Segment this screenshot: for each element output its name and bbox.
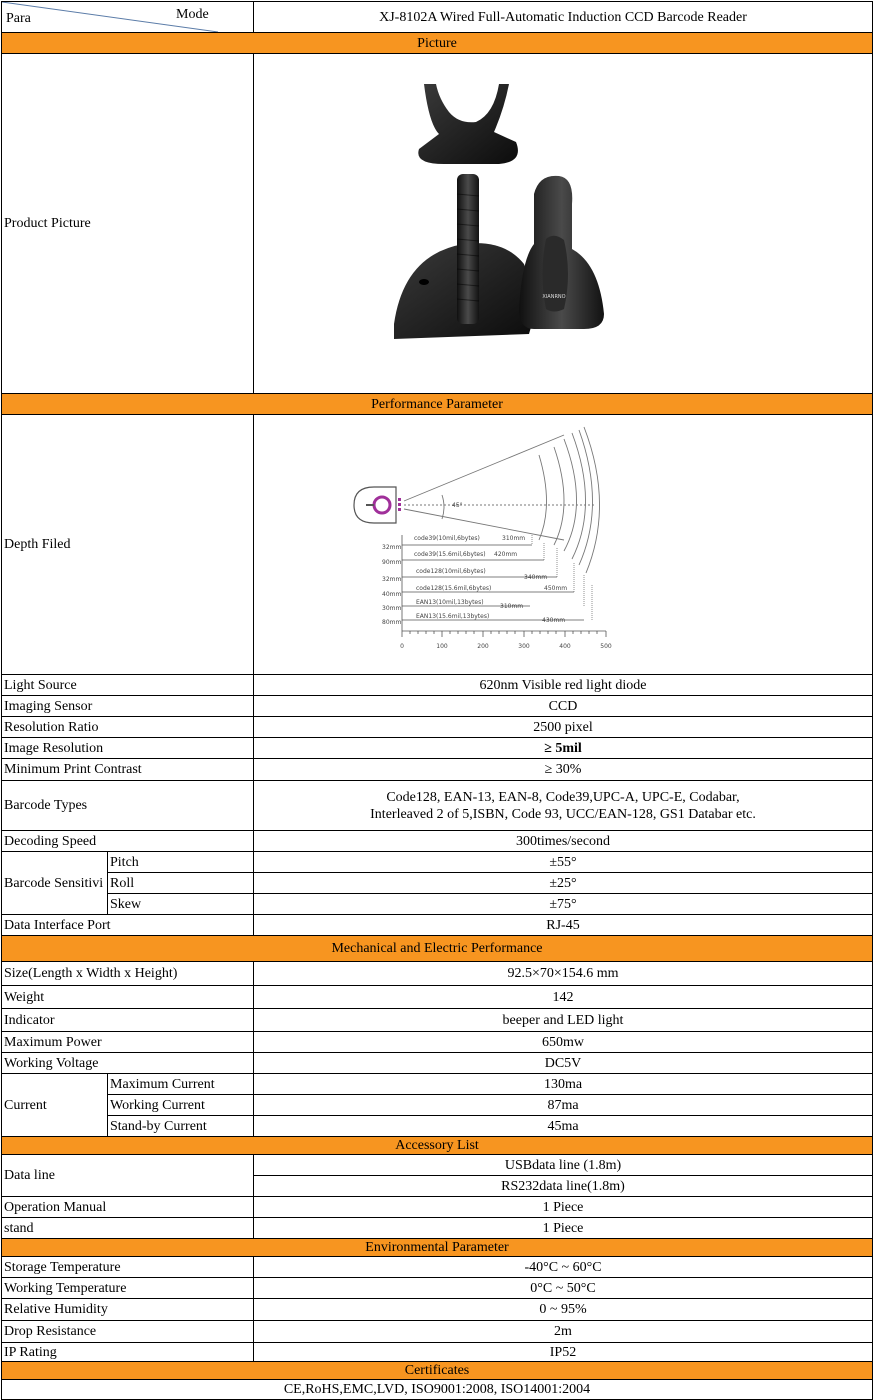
spec-row — [2, 1343, 873, 1362]
imaging-sensor-value: CCD — [254, 696, 873, 717]
axis-tick-500: 500 — [600, 643, 612, 650]
light-source-label: Light Source — [2, 675, 254, 696]
spec-row — [2, 1155, 873, 1176]
depth-row-1-code: code39(10mil,6bytes) — [414, 535, 480, 542]
product-picture-cell — [254, 54, 873, 394]
light-source-value: 620nm Visible red light diode — [254, 675, 873, 696]
stand-label: stand — [2, 1218, 254, 1239]
depth-row-5-code: EAN13(10mil,13bytes) — [416, 599, 484, 606]
spec-row — [2, 781, 873, 831]
product-image — [254, 54, 869, 388]
spec-row — [2, 1321, 873, 1343]
standby-current-value: 45ma — [254, 1116, 873, 1137]
image-resolution-label: Image Resolution — [2, 738, 254, 759]
depth-row-1-bar: 32mm — [382, 544, 402, 551]
spec-row — [2, 1074, 873, 1095]
para-label: Para — [6, 11, 31, 26]
operation-manual-label: Operation Manual — [2, 1197, 254, 1218]
axis-tick-0: 0 — [400, 643, 404, 650]
operation-manual-value: 1 Piece — [254, 1197, 873, 1218]
scanner-brand: XIANRNO — [542, 294, 566, 300]
max-current-value: 130ma — [254, 1074, 873, 1095]
spec-row — [2, 1053, 873, 1074]
spec-row — [2, 986, 873, 1009]
spec-row — [2, 1218, 873, 1239]
depth-row-4-code: code128(15.6mil,6bytes) — [416, 585, 492, 592]
indicator-label: Indicator — [2, 1009, 254, 1032]
spec-row — [2, 852, 873, 873]
section-mechanical: Mechanical and Electric Performance — [2, 936, 873, 962]
certificates-value: CE,RoHS,EMC,LVD, ISO9001:2008, ISO14001:2004 — [2, 1380, 873, 1400]
axis-tick-400: 400 — [559, 643, 571, 650]
product-title: XJ-8102A Wired Full-Automatic Induction CCD Barcode Reader — [254, 2, 873, 33]
barcode-types-value — [254, 781, 873, 831]
depth-field-diagram — [254, 415, 869, 669]
spec-row — [2, 675, 873, 696]
working-current-label: Working Current — [108, 1095, 254, 1116]
depth-row-3-code: code128(10mil,6bytes) — [416, 568, 486, 575]
barcode-types-line-2: Interleaved 2 of 5,ISBN, Code 93, UCC/EAN-128, GS1 Databar etc. — [370, 806, 756, 822]
imaging-sensor-label: Imaging Sensor — [2, 696, 254, 717]
skew-value: ±75° — [254, 894, 873, 915]
depth-field-label: Depth Filed — [2, 415, 254, 675]
product-picture-row — [2, 54, 873, 394]
ip-rating-label: IP Rating — [2, 1343, 254, 1362]
scanner-window-icon — [374, 497, 390, 513]
weight-label: Weight — [2, 986, 254, 1009]
drop-resistance-value: 2m — [254, 1321, 873, 1343]
barcode-types-line-1: Code128, EAN-13, EAN-8, Code39,UPC-A, UPC-E, Codabar, — [386, 789, 740, 805]
roll-value: ±25° — [254, 873, 873, 894]
min-print-contrast-label: Minimum Print Contrast — [2, 759, 254, 781]
roll-label: Roll — [108, 873, 254, 894]
data-interface-label: Data Interface Port — [2, 915, 254, 936]
axis-tick-100: 100 — [436, 643, 448, 650]
stand-cradle — [418, 84, 518, 164]
spec-row — [2, 1380, 873, 1400]
usb-data-line-value: USBdata line (1.8m) — [254, 1155, 873, 1176]
spec-row — [2, 696, 873, 717]
depth-row-5-bar: 30mm — [382, 605, 402, 612]
section-environmental: Environmental Parameter — [2, 1239, 873, 1257]
spec-row — [2, 1257, 873, 1278]
spec-row — [2, 962, 873, 986]
stand-neck — [457, 174, 479, 324]
rs232-data-line-value: RS232data line(1.8m) — [254, 1176, 873, 1197]
depth-row-4-value: 450mm — [544, 585, 568, 592]
mode-label: Mode — [176, 7, 209, 22]
section-accessory: Accessory List — [2, 1137, 873, 1155]
spec-row — [2, 759, 873, 781]
spec-row — [2, 717, 873, 738]
section-picture: Picture — [2, 33, 873, 54]
data-line-label: Data line — [2, 1155, 254, 1197]
spec-row — [2, 873, 873, 894]
axis-tick-200: 200 — [477, 643, 489, 650]
standby-current-label: Stand-by Current — [108, 1116, 254, 1137]
spec-row — [2, 738, 873, 759]
section-certificates: Certificates — [2, 1362, 873, 1380]
section-performance: Performance Parameter — [2, 394, 873, 415]
skew-label: Skew — [108, 894, 254, 915]
working-temp-label: Working Temperature — [2, 1278, 254, 1299]
axis-tick-300: 300 — [518, 643, 530, 650]
depth-row-2-code: code39(15.6mil,6bytes) — [414, 551, 486, 558]
max-current-label: Maximum Current — [108, 1074, 254, 1095]
working-temp-value: 0°C ~ 50°C — [254, 1278, 873, 1299]
current-label: Current — [2, 1074, 108, 1137]
humidity-value: 0 ~ 95% — [254, 1299, 873, 1321]
spec-row — [2, 1278, 873, 1299]
depth-field-cell — [254, 415, 873, 675]
max-power-value: 650mw — [254, 1032, 873, 1053]
depth-row-2-bar: 90mm — [382, 559, 402, 566]
depth-row-6-bar: 80mm — [382, 619, 402, 626]
depth-row-1-value: 310mm — [502, 535, 526, 542]
depth-row-5-value: 310mm — [500, 603, 524, 610]
spec-row — [2, 915, 873, 936]
depth-row-3-bar: 32mm — [382, 576, 402, 583]
spec-row — [2, 1009, 873, 1032]
spec-row — [2, 831, 873, 852]
pitch-value: ±55° — [254, 852, 873, 873]
humidity-label: Relative Humidity — [2, 1299, 254, 1321]
depth-row-4-bar: 40mm — [382, 591, 402, 598]
indicator-value: beeper and LED light — [254, 1009, 873, 1032]
depth-row-3-value: 340mm — [524, 574, 548, 581]
depth-field-row — [2, 415, 873, 675]
working-voltage-label: Working Voltage — [2, 1053, 254, 1074]
product-picture-label: Product Picture — [2, 54, 254, 394]
decoding-speed-label: Decoding Speed — [2, 831, 254, 852]
spec-row — [2, 1197, 873, 1218]
working-voltage-value: DC5V — [254, 1053, 873, 1074]
spec-row — [2, 1032, 873, 1053]
storage-temp-label: Storage Temperature — [2, 1257, 254, 1278]
resolution-ratio-value: 2500 pixel — [254, 717, 873, 738]
data-interface-value: RJ-45 — [254, 915, 873, 936]
barcode-sensitivity-label: Barcode Sensitivi — [2, 852, 108, 915]
min-print-contrast-value: ≥ 30% — [254, 759, 873, 781]
ip-rating-value: IP52 — [254, 1343, 873, 1362]
para-mode-corner — [2, 2, 254, 33]
spec-row — [2, 1116, 873, 1137]
depth-row-2-value: 420mm — [494, 551, 518, 558]
decoding-speed-value: 300times/second — [254, 831, 873, 852]
image-resolution-value: ≥ 5mil — [254, 738, 873, 759]
spec-row — [2, 1299, 873, 1321]
spec-row — [2, 1095, 873, 1116]
barcode-types-label: Barcode Types — [2, 781, 254, 831]
beam-angle-label: 45° — [452, 502, 463, 509]
drop-resistance-label: Drop Resistance — [2, 1321, 254, 1343]
depth-row-6-code: EAN13(15.6mil,13bytes) — [416, 613, 490, 620]
storage-temp-value: -40°C ~ 60°C — [254, 1257, 873, 1278]
pitch-label: Pitch — [108, 852, 254, 873]
spec-row — [2, 894, 873, 915]
weight-value: 142 — [254, 986, 873, 1009]
size-value: 92.5×70×154.6 mm — [254, 962, 873, 986]
header-row — [2, 2, 873, 33]
spec-table — [1, 1, 873, 1400]
max-power-label: Maximum Power — [2, 1032, 254, 1053]
stand-value: 1 Piece — [254, 1218, 873, 1239]
corner-diagonal-line — [2, 2, 254, 32]
depth-row-6-value: 430mm — [542, 617, 566, 624]
resolution-ratio-label: Resolution Ratio — [2, 717, 254, 738]
working-current-value: 87ma — [254, 1095, 873, 1116]
size-label: Size(Length x Width x Height) — [2, 962, 254, 986]
